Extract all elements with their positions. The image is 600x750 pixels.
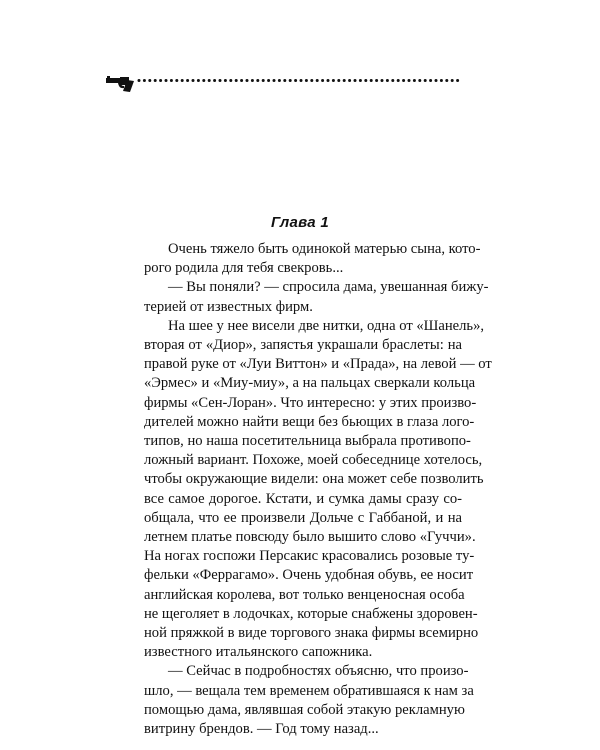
paragraph-4 bbox=[120, 662, 474, 739]
dot bbox=[408, 79, 411, 82]
dot bbox=[289, 79, 292, 82]
text-line: ной пряжкой в виде торгового знака фирмы всемирно bbox=[144, 625, 479, 642]
dot bbox=[440, 79, 443, 82]
dot bbox=[197, 79, 200, 82]
dot bbox=[332, 79, 335, 82]
revolver-icon bbox=[106, 76, 134, 92]
dot bbox=[305, 79, 308, 82]
dot bbox=[456, 79, 459, 82]
dot bbox=[175, 79, 178, 82]
dot bbox=[424, 79, 427, 82]
dot bbox=[251, 79, 254, 82]
dot bbox=[337, 79, 340, 82]
dot bbox=[294, 79, 297, 82]
paragraph-3 bbox=[120, 317, 492, 663]
dot bbox=[219, 79, 222, 82]
text-line: — Вы поняли? — спросила дама, увешанная бижу- bbox=[168, 279, 489, 296]
dot bbox=[316, 79, 319, 82]
text-line: рого родила для тебя свекровь... bbox=[144, 260, 344, 277]
dot bbox=[246, 79, 249, 82]
dot bbox=[256, 79, 259, 82]
dot bbox=[321, 79, 324, 82]
chapter-body bbox=[120, 240, 492, 739]
dot bbox=[451, 79, 454, 82]
dot bbox=[435, 79, 438, 82]
text-line: не щеголяет в лодочках, которые снабжены здоровен- bbox=[144, 605, 478, 622]
text-line: английская королева, вот только венценосная особа bbox=[144, 586, 465, 603]
text-line: чтобы окружающие видели: она может себе позволить bbox=[144, 471, 484, 488]
dot bbox=[186, 79, 189, 82]
text-line: вторая от «Диор», запястья украшали браслеты: на bbox=[144, 337, 462, 354]
text-line: фирмы «Сен-Лоран». Что интересно: у этих произво- bbox=[144, 394, 477, 411]
dot bbox=[213, 79, 216, 82]
dot bbox=[235, 79, 238, 82]
dot bbox=[154, 79, 157, 82]
dot bbox=[300, 79, 303, 82]
text-line: все самое дорогое. Кстати, и сумка дамы сразу со- bbox=[144, 490, 462, 507]
revolver-dotted-line bbox=[106, 72, 466, 94]
dot bbox=[359, 79, 362, 82]
dot bbox=[273, 79, 276, 82]
text-line: ложный вариант. Похоже, моей собеседнице хотелось, bbox=[144, 452, 483, 469]
dotted-rule bbox=[138, 79, 460, 82]
dot bbox=[391, 79, 394, 82]
dot bbox=[429, 79, 432, 82]
dot bbox=[381, 79, 384, 82]
dot bbox=[343, 79, 346, 82]
dot bbox=[354, 79, 357, 82]
dot bbox=[386, 79, 389, 82]
dot bbox=[262, 79, 265, 82]
text-line: шло, — вещала тем временем обратившаяся к нам за bbox=[144, 682, 474, 699]
chapter-title: Глава 1 bbox=[270, 214, 330, 231]
dot bbox=[278, 79, 281, 82]
dot bbox=[348, 79, 351, 82]
dot bbox=[364, 79, 367, 82]
text-line: известного итальянского сапожника. bbox=[144, 644, 373, 661]
text-line: летнем платье повсюду было вышито слово «Гуччи». bbox=[144, 529, 476, 546]
text-line: На ногах госпожи Персакис красовались розовые ту- bbox=[144, 548, 475, 565]
dot bbox=[148, 79, 151, 82]
text-line: На шее у нее висели две нитки, одна от «Шанель», bbox=[168, 317, 485, 334]
dot bbox=[370, 79, 373, 82]
paragraph-1 bbox=[120, 240, 481, 278]
dot bbox=[224, 79, 227, 82]
text-line: правой руке от «Луи Виттон» и «Прада», на левой — от bbox=[144, 356, 492, 373]
dot bbox=[413, 79, 416, 82]
text-line: витрину брендов. — Год тому назад... bbox=[144, 721, 379, 738]
dot bbox=[181, 79, 184, 82]
dot bbox=[143, 79, 146, 82]
dot bbox=[267, 79, 270, 82]
text-line: «Эрмес» и «Миу-миу», а на пальцах сверкали кольца bbox=[144, 375, 476, 392]
text-line: — Сейчас в подробностях объясню, что произо- bbox=[168, 663, 469, 680]
text-line: дителей можно найти вещи без бьющих в глаза лого- bbox=[144, 413, 475, 430]
dot bbox=[375, 79, 378, 82]
text-line: помощью дама, являвшая собой этакую рекламную bbox=[144, 701, 465, 718]
dot bbox=[208, 79, 211, 82]
dot bbox=[310, 79, 313, 82]
dot bbox=[397, 79, 400, 82]
dot bbox=[240, 79, 243, 82]
dot bbox=[159, 79, 162, 82]
dot bbox=[165, 79, 168, 82]
text-line: терией от известных фирм. bbox=[144, 298, 313, 315]
paragraph-2 bbox=[120, 278, 489, 316]
text-line: типов, но наша посетительница выбрала противопо- bbox=[144, 433, 471, 450]
dot bbox=[202, 79, 205, 82]
dot bbox=[418, 79, 421, 82]
dot bbox=[445, 79, 448, 82]
dot bbox=[229, 79, 232, 82]
dot bbox=[138, 79, 141, 82]
header-ornament bbox=[106, 72, 466, 94]
text-line: фельки «Феррагамо». Очень удобная обувь, ее носит bbox=[144, 567, 474, 584]
text-line: общала, что ее произвели Дольче с Габбаной, и на bbox=[144, 509, 462, 526]
dot bbox=[192, 79, 195, 82]
text-line: Очень тяжело быть одинокой матерью сына, кото- bbox=[168, 241, 481, 257]
dot bbox=[402, 79, 405, 82]
dot bbox=[283, 79, 286, 82]
dot bbox=[327, 79, 330, 82]
dot bbox=[170, 79, 173, 82]
